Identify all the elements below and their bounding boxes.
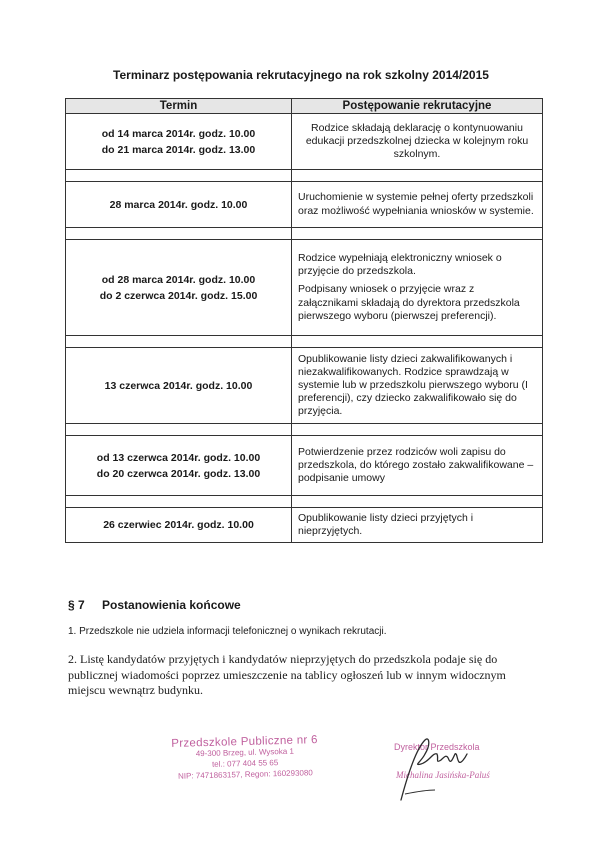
procedure-text: Podpisany wniosek o przyjęcie wraz z załącznikami składają do dyrektora przedszkola pierwszego wyboru (pierwszej preferencji). [298, 283, 520, 322]
director-title: Dyrektor Przedszkola [394, 742, 480, 752]
term-cell [66, 508, 292, 543]
table-row [66, 114, 543, 170]
final-provision-1: 1. Przedszkole nie udziela informacji telefonicznej o wynikach rekrutacji. [68, 626, 387, 637]
procedure-text: Rodzice wypełniają elektroniczny wniosek o przyjęcie do przedszkola. [298, 252, 502, 278]
term-line: do 20 czerwca 2014r. godz. 13.00 [96, 467, 261, 480]
procedure-text: Opublikowanie listy dzieci zakwalifikowanych i niezakwalifikowanych. Rodzice sprawdzają w systemie lub w przedszkolu pierwszego wyboru (I preferencji), czy dziecko zakwalifikowało się do przyjęcia. [298, 352, 528, 418]
procedure-cell [292, 436, 543, 496]
term-cell [66, 436, 292, 496]
table-row [66, 436, 543, 496]
stamp-nip-regon: NIP: 7471863157, Regon: 160293080 [177, 767, 313, 781]
procedure-cell [292, 182, 543, 228]
term-cell [66, 348, 292, 424]
director-name: Michalina Jasińska-Paluś [396, 770, 490, 780]
header-term: Termin [66, 99, 292, 114]
term-line: do 2 czerwca 2014r. godz. 15.00 [99, 289, 258, 302]
term-cell [66, 114, 292, 170]
table-row [66, 348, 543, 424]
procedure-cell [292, 348, 543, 424]
term-line: 13 czerwca 2014r. godz. 10.00 [104, 379, 253, 392]
procedure-text: Rodzice składają deklarację o kontynuowaniu edukacji przedszkolnej dziecka w kolejnym roku szkolnym. [305, 121, 529, 161]
procedure-cell [292, 114, 543, 170]
spacer-row [66, 336, 543, 348]
term-line: 28 marca 2014r. godz. 10.00 [109, 198, 248, 211]
recruitment-schedule-table [65, 98, 543, 543]
term-line: 26 czerwiec 2014r. godz. 10.00 [103, 519, 254, 532]
procedure-cell [292, 240, 543, 336]
section-number: § 7 [68, 598, 85, 612]
spacer-row [66, 228, 543, 240]
spacer-row [66, 424, 543, 436]
section-title: Postanowienia końcowe [102, 598, 241, 612]
section-heading [68, 598, 241, 612]
table-row [66, 182, 543, 228]
stamp-address: 49-300 Brzeg, ul. Wysoka 1 [195, 746, 295, 759]
term-line: do 21 marca 2014r. godz. 13.00 [101, 143, 256, 156]
spacer-row [66, 496, 543, 508]
table-row [66, 508, 543, 543]
table-row [66, 240, 543, 336]
procedure-text: Opublikowanie listy dzieci przyjętych i nieprzyjętych. [298, 512, 474, 538]
procedure-text: Potwierdzenie przez rodziców woli zapisu do przedszkola, do którego zostało zakwalifikowane – podpisanie umowy [298, 445, 534, 485]
procedure-text: Uruchomienie w systemie pełnej oferty przedszkoli oraz możliwość wypełniania wniosków w systemie. [298, 191, 534, 217]
term-cell [66, 182, 292, 228]
term-line: od 13 czerwca 2014r. godz. 10.00 [96, 451, 261, 464]
stamp-school-name: Przedszkole Publiczne nr 6 [171, 734, 318, 750]
term-cell [66, 240, 292, 336]
spacer-row [66, 170, 543, 182]
procedure-cell [292, 508, 543, 543]
header-procedure: Postępowanie rekrutacyjne [292, 99, 543, 114]
school-stamp [169, 734, 320, 782]
term-line: od 28 marca 2014r. godz. 10.00 [101, 273, 256, 286]
table-header-row [66, 99, 543, 114]
stamp-phone: tel.: 077 404 55 65 [211, 757, 279, 769]
document-title: Terminarz postępowania rekrutacyjnego na rok szkolny 2014/2015 [113, 68, 489, 82]
final-provision-2: 2. Listę kandydatów przyjętych i kandydatów nieprzyjętych do przedszkola podaje się do publicznej wiadomości poprzez umieszczenie na tablicy ogłoszeń lub w innym widocznym miejscu wewnątrz budynku. [68, 652, 506, 698]
term-line: od 14 marca 2014r. godz. 10.00 [101, 127, 256, 140]
handwritten-signature [395, 730, 475, 810]
